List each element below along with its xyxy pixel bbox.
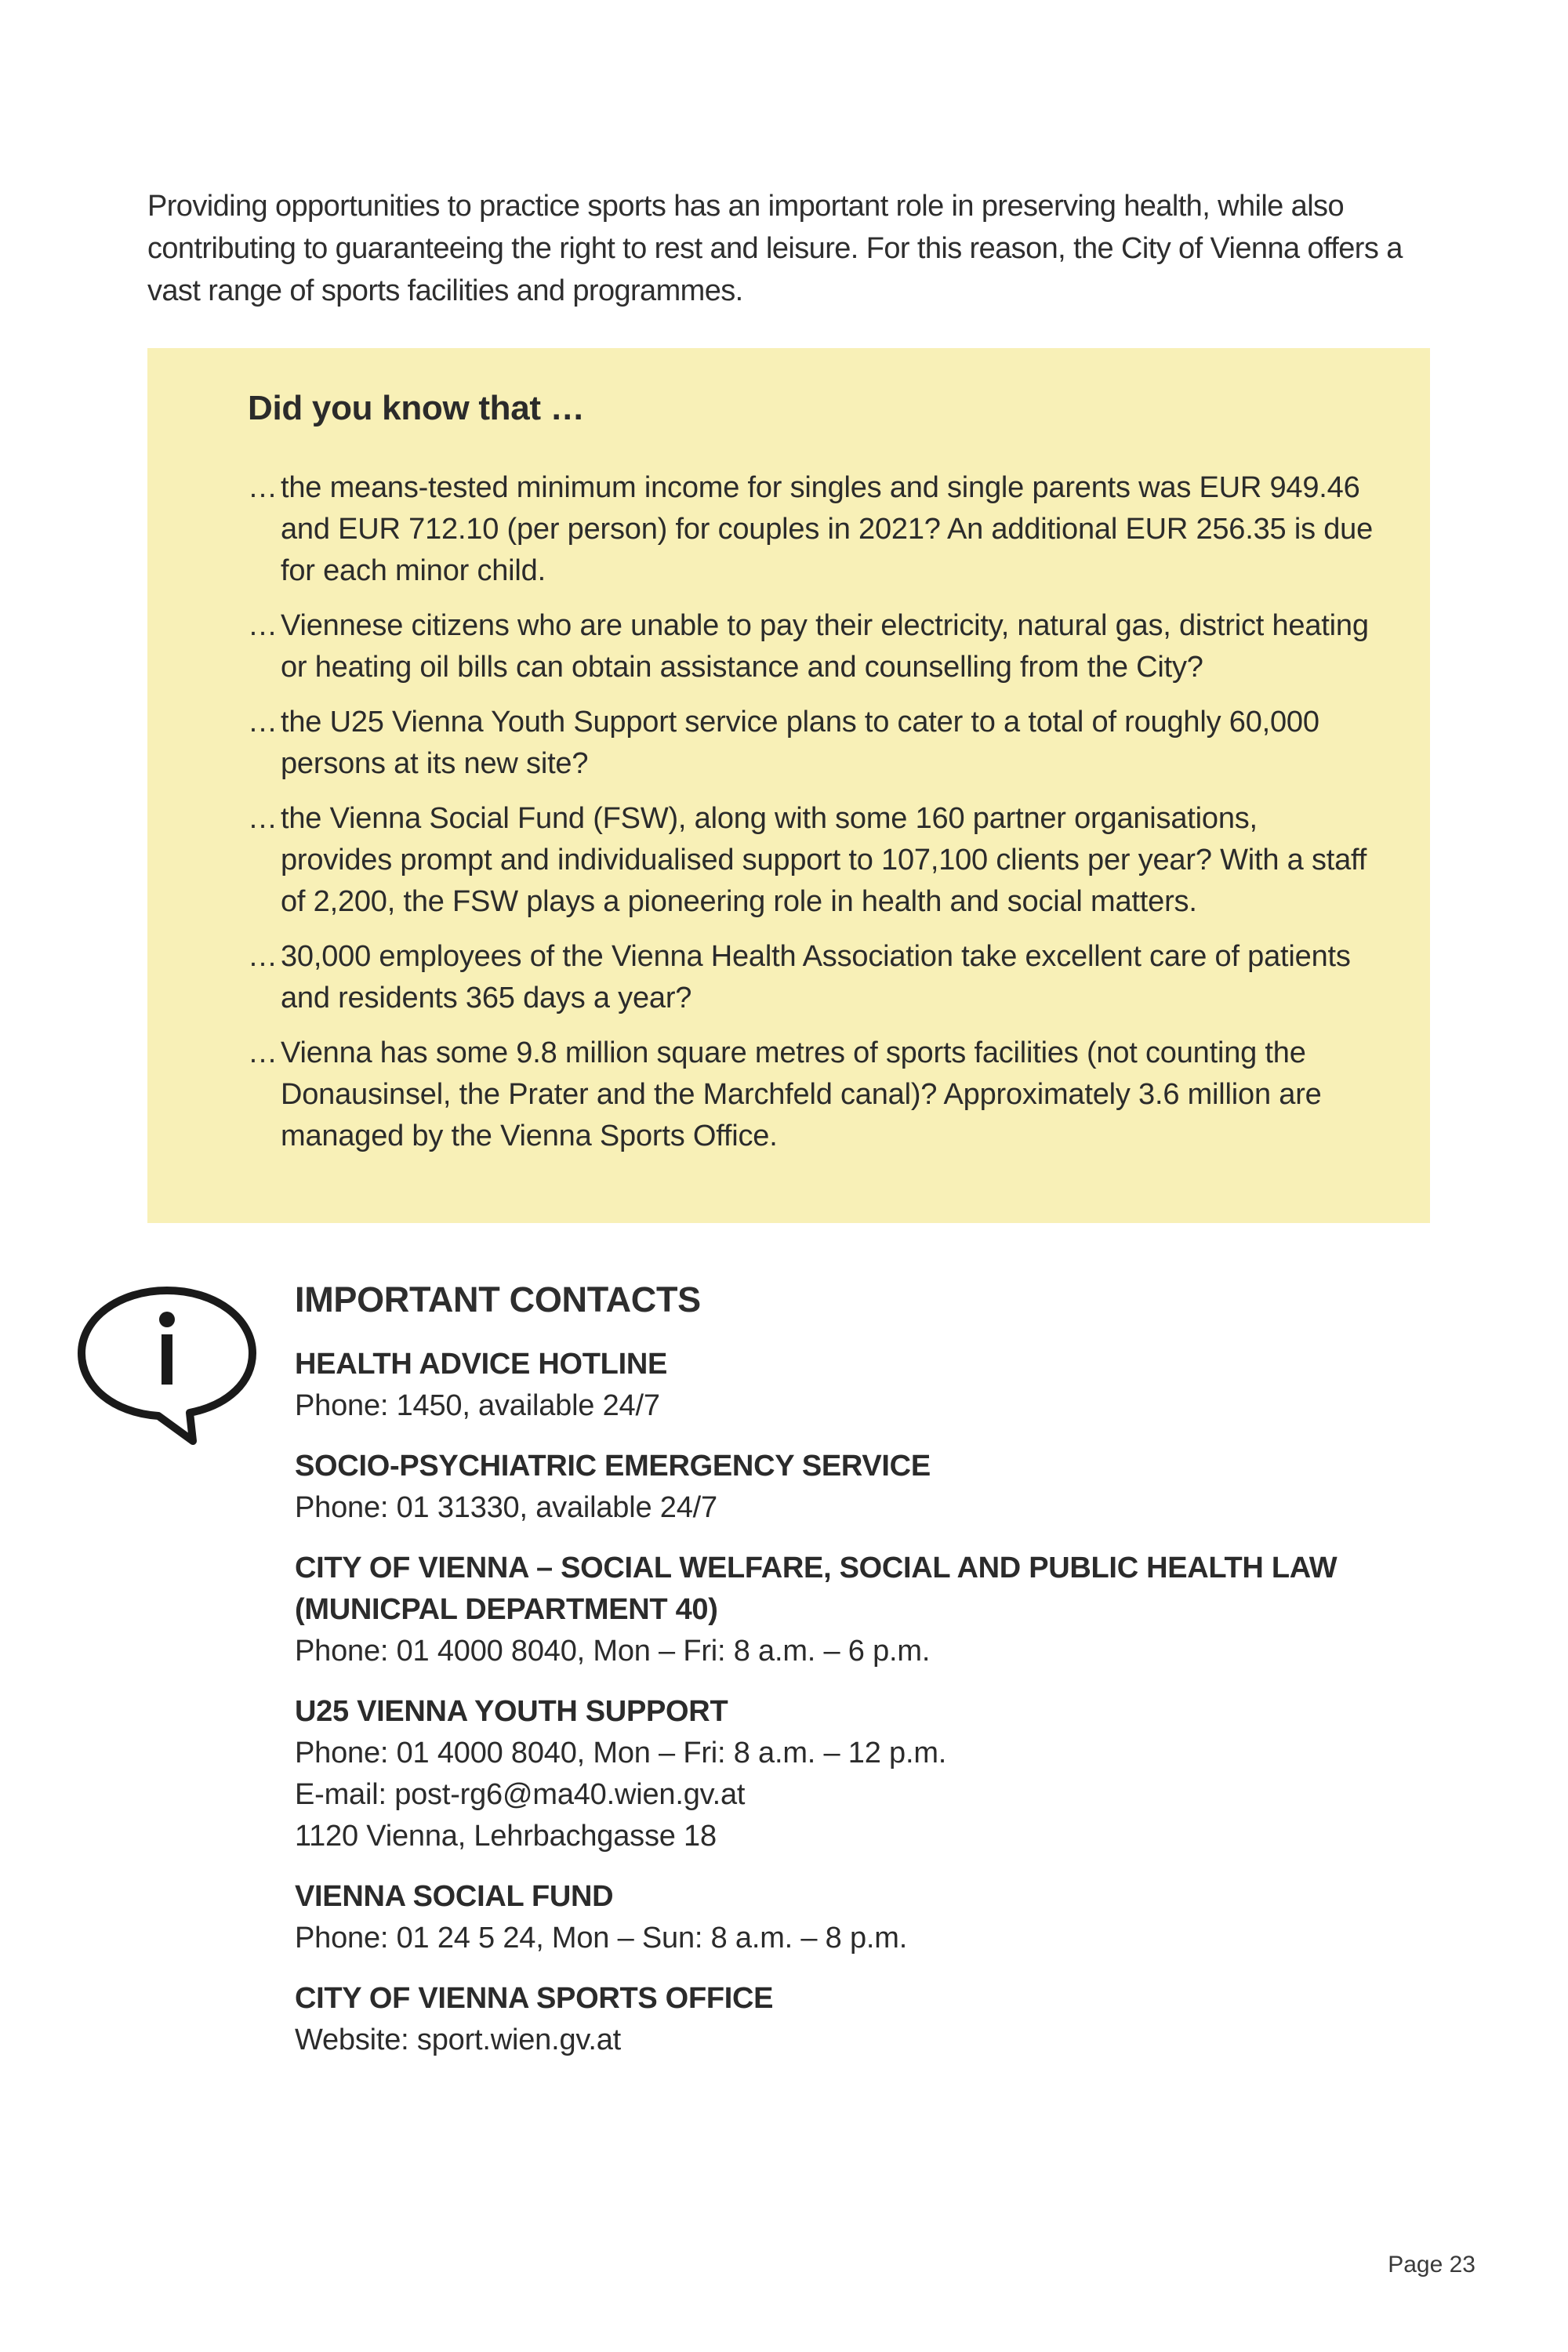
did-you-know-item bbox=[248, 936, 1377, 1019]
contact-phone: Phone: 01 4000 8040, Mon – Fri: 8 a.m. – 6 p.m. bbox=[295, 1635, 931, 1668]
contact-entry bbox=[295, 1978, 1471, 2061]
did-you-know-box bbox=[147, 348, 1430, 1223]
did-you-know-text: Vienna has some 9.8 million square metres of sports facilities (not counting the Donausinsel, the Prater and the Marchfeld canal)? Approximately 3.6 million are managed by the Vienna Sports Office. bbox=[281, 1036, 1322, 1152]
contact-address: 1120 Vienna, Lehrbachgasse 18 bbox=[295, 1820, 717, 1853]
contact-entry bbox=[295, 1876, 1471, 1959]
page-number: Page 23 bbox=[1388, 2252, 1475, 2278]
contact-email[interactable]: E-mail: post-rg6@ma40.wien.gv.at bbox=[295, 1778, 746, 1811]
contact-phone: Phone: 01 24 5 24, Mon – Sun: 8 a.m. – 8 p.m. bbox=[295, 1922, 908, 1955]
ellipsis-bullet: … bbox=[248, 940, 278, 973]
ellipsis-bullet: … bbox=[248, 471, 278, 504]
intro-paragraph: Providing opportunities to practice sports has an important role in preserving health, while also contributing to guaranteeing the right to rest and leisure. For this reason, the City of Vienna offers a vast range of sports facilities and programmes. bbox=[147, 190, 1403, 307]
ellipsis-bullet: … bbox=[248, 609, 278, 642]
did-you-know-text: 30,000 employees of the Vienna Health Association take excellent care of patients and residents 365 days a year? bbox=[281, 940, 1351, 1014]
contact-phone: Phone: 01 31330, available 24/7 bbox=[295, 1491, 717, 1524]
contact-website[interactable]: Website: sport.wien.gv.at bbox=[295, 2024, 622, 2056]
contact-phone: Phone: 1450, available 24/7 bbox=[295, 1389, 660, 1422]
contact-name: SOCIO-PSYCHIATRIC EMERGENCY SERVICE bbox=[295, 1450, 931, 1483]
ellipsis-bullet: … bbox=[248, 706, 278, 739]
contact-name: U25 VIENNA YOUTH SUPPORT bbox=[295, 1695, 728, 1728]
contact-name: CITY OF VIENNA SPORTS OFFICE bbox=[295, 1982, 774, 2015]
did-you-know-list bbox=[248, 467, 1377, 1171]
did-you-know-text: the U25 Vienna Youth Support service plans to cater to a total of roughly 60,000 persons at its new site? bbox=[281, 706, 1319, 780]
contact-entry bbox=[295, 1446, 1471, 1529]
contact-entry bbox=[295, 1691, 1471, 1857]
did-you-know-item bbox=[248, 798, 1377, 923]
ellipsis-bullet: … bbox=[248, 1036, 278, 1069]
did-you-know-item bbox=[248, 605, 1377, 688]
did-you-know-text: Viennese citizens who are unable to pay their electricity, natural gas, district heating or heating oil bills can obtain assistance and counselling from the City? bbox=[281, 609, 1369, 684]
did-you-know-text: the Vienna Social Fund (FSW), along with some 160 partner organisations, provides prompt and individualised support to 107,100 clients per year? With a staff of 2,200, the FSW plays a pioneering role in health and social matters. bbox=[281, 802, 1367, 918]
contact-name: HEALTH ADVICE HOTLINE bbox=[295, 1348, 668, 1381]
contact-name: VIENNA SOCIAL FUND bbox=[295, 1880, 614, 1913]
important-contacts bbox=[295, 1276, 1471, 2080]
contact-phone: Phone: 01 4000 8040, Mon – Fri: 8 a.m. – 12 p.m. bbox=[295, 1737, 947, 1769]
contact-entry bbox=[295, 1344, 1471, 1427]
did-you-know-item bbox=[248, 467, 1377, 592]
did-you-know-title: Did you know that … bbox=[248, 389, 585, 427]
did-you-know-item bbox=[248, 702, 1377, 785]
ellipsis-bullet: … bbox=[248, 802, 278, 835]
info-speech-bubble-icon bbox=[75, 1284, 259, 1446]
contacts-heading: IMPORTANT CONTACTS bbox=[295, 1279, 701, 1319]
contact-name: CITY OF VIENNA – SOCIAL WELFARE, SOCIAL AND PUBLIC HEALTH LAW (MUNICPAL DEPARTMENT 40) bbox=[295, 1552, 1338, 1626]
did-you-know-item bbox=[248, 1033, 1377, 1157]
did-you-know-text: the means-tested minimum income for singles and single parents was EUR 949.46 and EUR 712.10 (per person) for couples in 2021? An additional EUR 256.35 is due for each minor child. bbox=[281, 471, 1374, 587]
contact-entry bbox=[295, 1548, 1471, 1672]
